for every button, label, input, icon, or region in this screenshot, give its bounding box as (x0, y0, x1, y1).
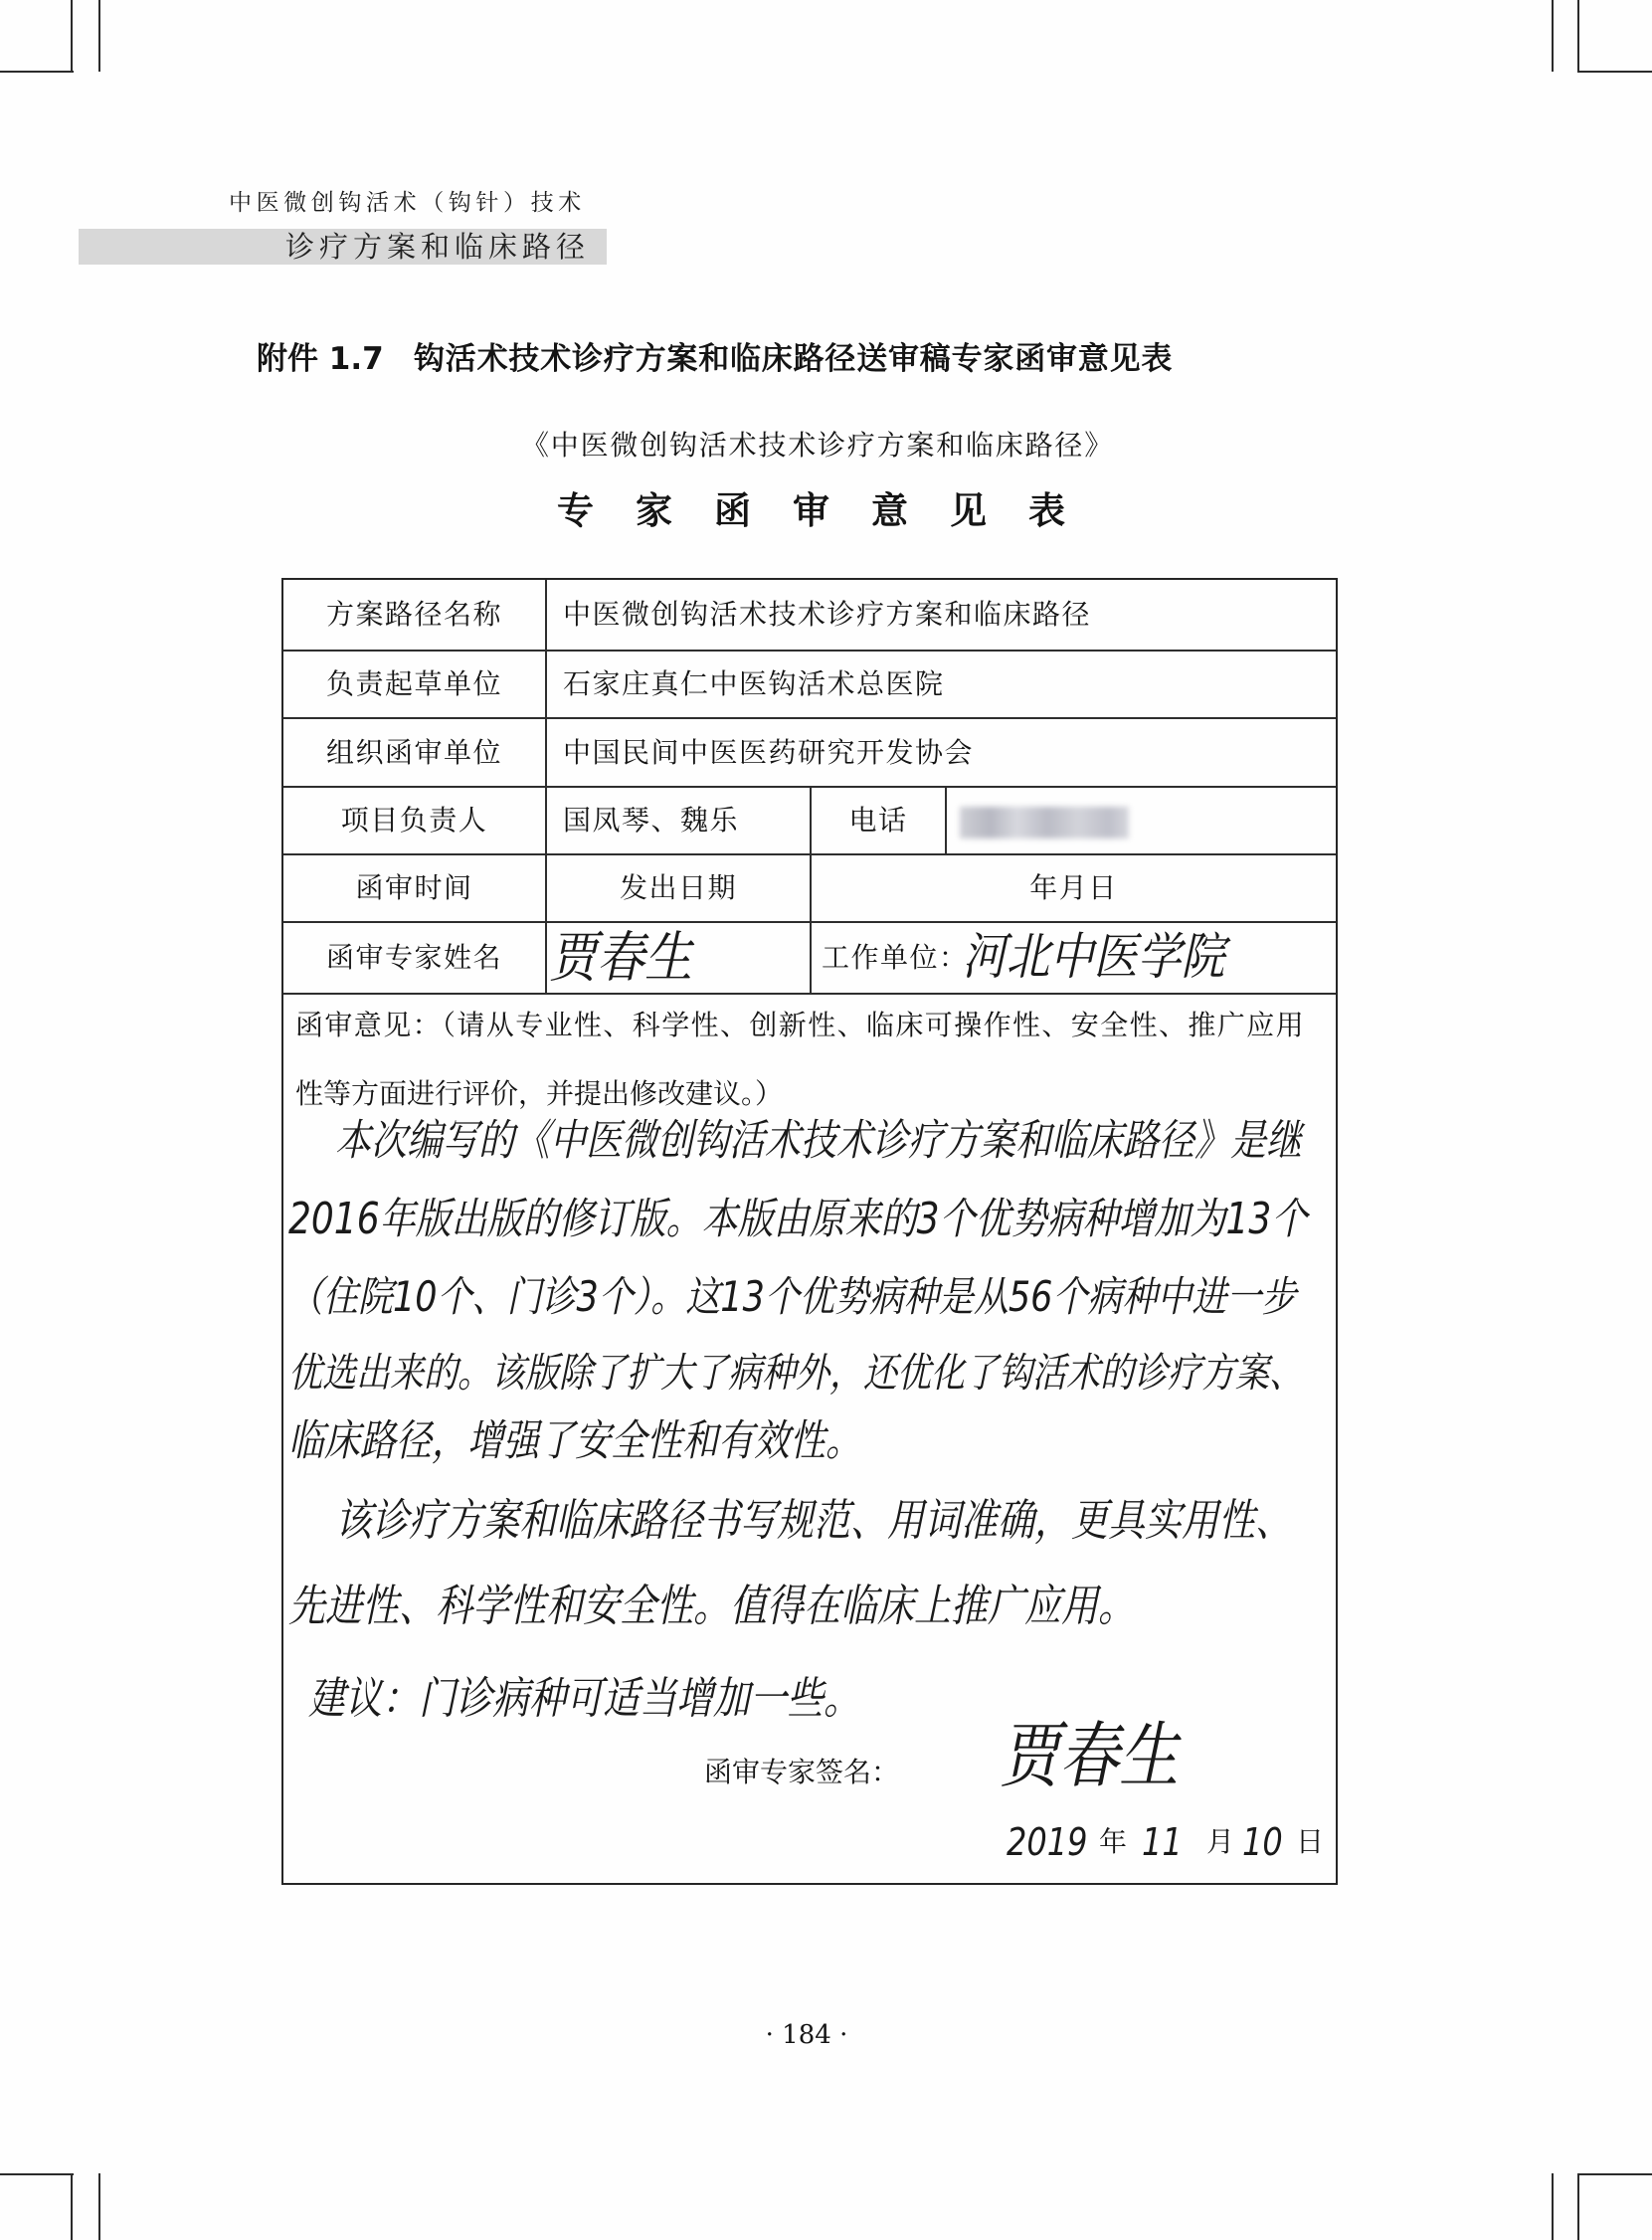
redacted-phone-number (960, 807, 1129, 839)
crop-mark (0, 71, 74, 73)
handwritten-suggestion-line: 建议：门诊病种可适当增加一些。 (308, 1672, 860, 1725)
drafting-unit-label: 负责起草单位 (325, 667, 502, 700)
form-subtitle: 《中医微创钩活术技术诊疗方案和临床路径》 (521, 429, 1115, 462)
handwritten-opinion-line: 临床路径，增强了安全性和有效性。 (288, 1416, 862, 1466)
appendix-title: 钩活术技术诊疗方案和临床路径送审稿专家函审意见表 (414, 341, 1174, 377)
workplace-label: 工作单位： (822, 941, 969, 974)
project-lead-value: 国凤琴、魏乐 (563, 804, 740, 837)
organizing-unit-value: 中国民间中医医药研究开发协会 (563, 735, 975, 769)
table-column-divider (945, 786, 947, 853)
expert-name-label: 函审专家姓名 (325, 941, 502, 974)
page-number: · 184 · (765, 2020, 848, 2050)
handwritten-opinion-line: 优选出来的。该版除了扩大了病种外，还优化了钩活术的诊疗方案、 (288, 1350, 1303, 1398)
date-month-unit: 月 (1206, 1825, 1235, 1858)
workplace-handwritten: 河北中医学院 (962, 928, 1225, 987)
organizing-unit-label: 组织函审单位 (325, 735, 502, 769)
handwritten-opinion-line: 2016年版出版的修订版。本版由原来的3个优势病种增加为13个 (288, 1195, 1308, 1244)
appendix-label: 附件 1.7 (257, 341, 384, 377)
review-form-table (281, 578, 1338, 1885)
scheme-name-value: 中医微创钩活术技术诊疗方案和临床路径 (563, 598, 1092, 631)
review-time-label: 函审时间 (355, 871, 473, 904)
scheme-name-label: 方案路径名称 (325, 598, 502, 631)
form-heading: 专家函审意见表 (557, 488, 1107, 532)
crop-mark (71, 2173, 73, 2240)
handwritten-opinion-line: 本次编写的《中医微创钩活术技术诊疗方案和临床路径》是继 (335, 1116, 1303, 1166)
date-day-handwritten: 10 (1242, 1819, 1283, 1865)
handwritten-opinion-line: （住院10个、门诊3个）。这13个优势病种是从56个病种中进一步 (288, 1273, 1297, 1322)
crop-mark (71, 0, 73, 72)
crop-mark (1552, 2173, 1554, 2240)
workplace-cell (812, 923, 1336, 993)
crop-mark (1577, 2173, 1579, 2240)
opinion-prompt-line-1: 函审意见：（请从专业性、科学性、创新性、临床可操作性、安全性、推广应用 (295, 1009, 1306, 1041)
expert-name-cell (547, 923, 810, 993)
crop-mark (1577, 2173, 1652, 2175)
phone-label: 电话 (848, 804, 908, 837)
date-year-unit: 年 (1099, 1825, 1128, 1858)
section-title: 诊疗方案和临床路径 (285, 230, 591, 264)
date-year-handwritten: 2019 (1007, 1819, 1088, 1865)
table-row-divider (283, 993, 1336, 995)
opinion-prompt-line-2: 性等方面进行评价，并提出修改建议。） (295, 1077, 784, 1110)
project-lead-label: 项目负责人 (340, 804, 488, 837)
reviewer-signature: 贾春生 (1000, 1715, 1179, 1798)
crop-mark (1577, 0, 1579, 72)
expert-signature: 贾春生 (549, 925, 693, 991)
date-day-unit: 日 (1296, 1825, 1325, 1858)
sent-date-value: 年月日 (1029, 871, 1118, 904)
crop-mark (1552, 0, 1554, 72)
date-month-handwritten: 11 (1142, 1819, 1183, 1865)
crop-mark (98, 2173, 100, 2240)
sent-date-label: 发出日期 (619, 871, 737, 904)
crop-mark (1577, 71, 1652, 73)
drafting-unit-value: 石家庄真仁中医钩活术总医院 (563, 667, 945, 700)
handwritten-opinion-line: 该诊疗方案和临床路径书写规范、用词准确，更具实用性、 (335, 1494, 1292, 1547)
handwritten-opinion-line: 先进性、科学性和安全性。值得在临床上推广应用。 (288, 1580, 1135, 1632)
book-title: 中医微创钩活术（钩针）技术 (229, 190, 586, 216)
crop-mark (0, 2173, 74, 2175)
signature-label: 函审专家签名： (704, 1756, 900, 1788)
crop-mark (98, 0, 100, 72)
